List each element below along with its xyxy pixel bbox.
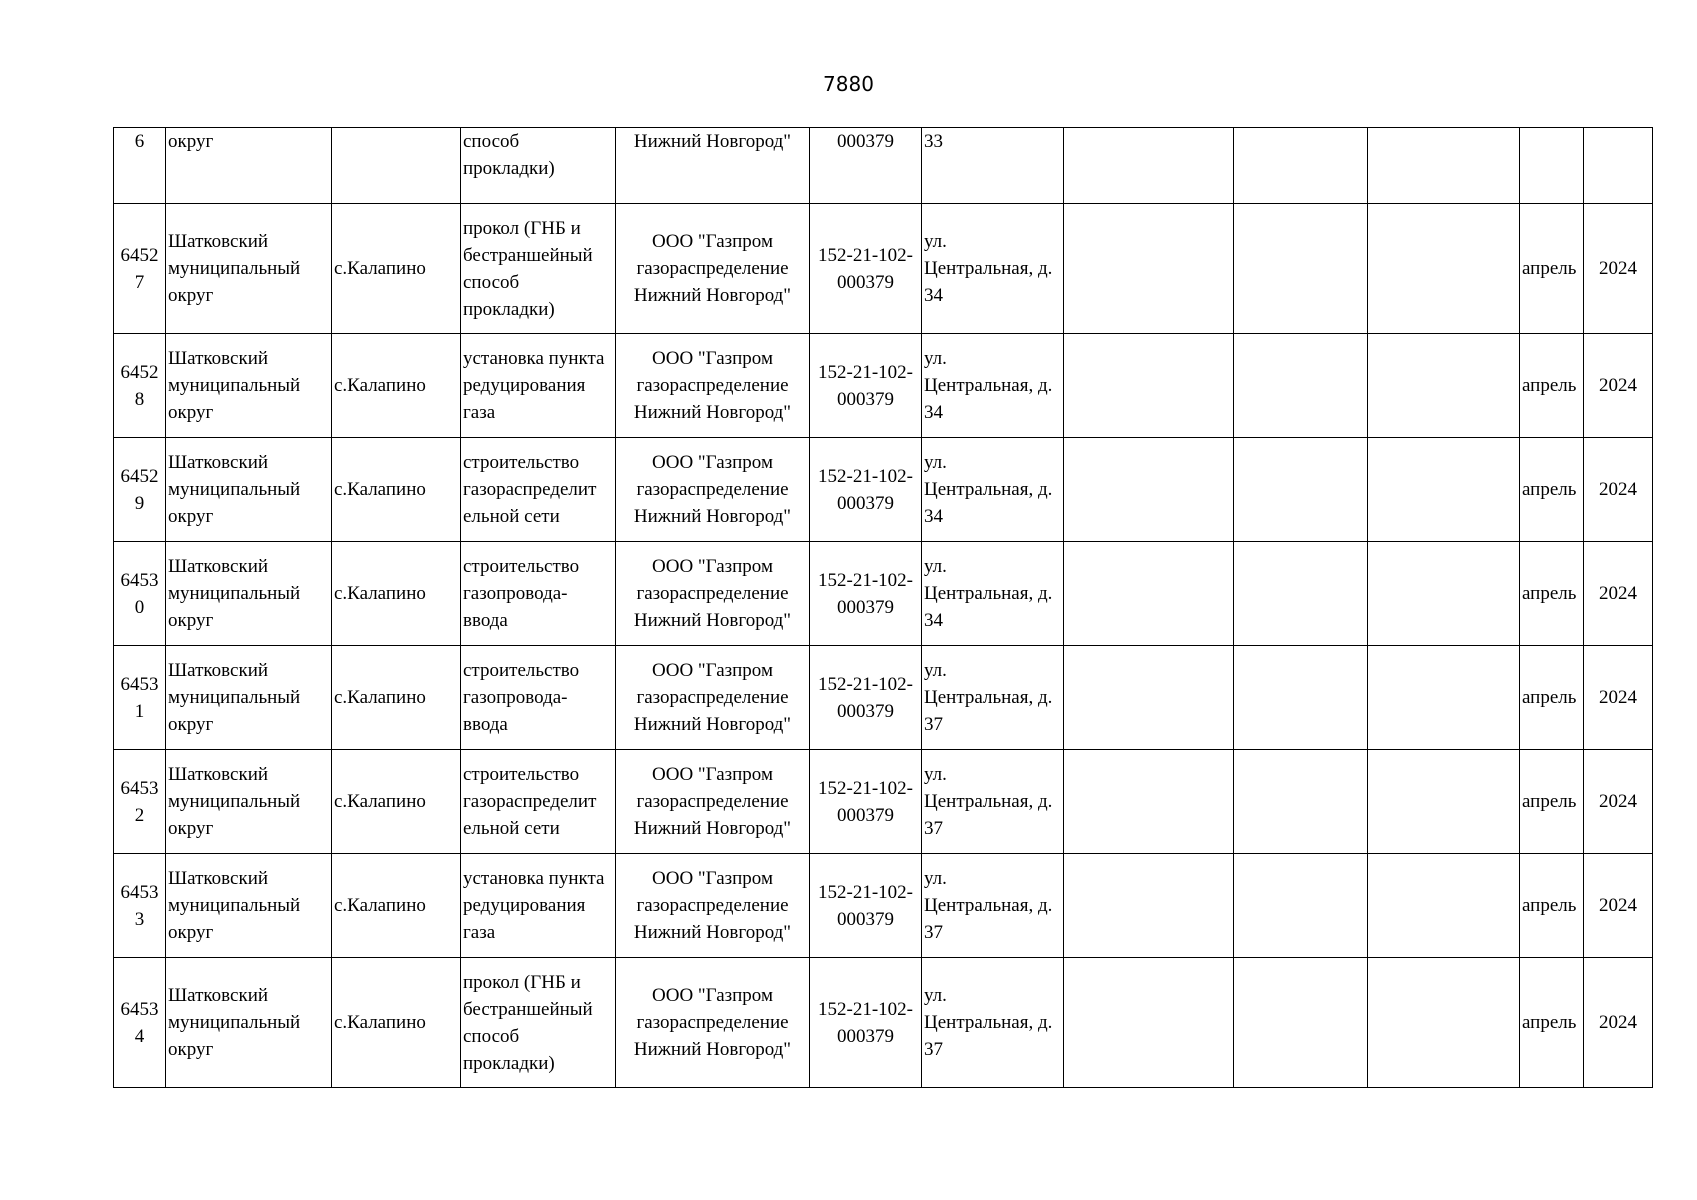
empty-cell (1064, 438, 1234, 542)
empty-cell (1234, 750, 1368, 854)
locality-cell: с.Калапино (332, 854, 461, 958)
row-number-cell: 6453 2 (114, 750, 166, 854)
locality-cell (332, 128, 461, 204)
district-cell: округ (166, 128, 332, 204)
district-cell: Шатковский муниципальный округ (166, 646, 332, 750)
address-cell: ул. Центральная, д. 34 (922, 204, 1064, 334)
month-cell: апрель (1520, 958, 1584, 1088)
registry-code-cell: 152-21-102- 000379 (810, 204, 922, 334)
address-cell: ул. Центральная, д. 34 (922, 334, 1064, 438)
registry-code-cell: 152-21-102- 000379 (810, 334, 922, 438)
locality-cell: с.Калапино (332, 750, 461, 854)
empty-cell (1368, 646, 1520, 750)
month-cell: апрель (1520, 854, 1584, 958)
registry-code-cell: 152-21-102- 000379 (810, 750, 922, 854)
district-cell: Шатковский муниципальный округ (166, 204, 332, 334)
work-type-cell: строительство газопровода- ввода (461, 646, 616, 750)
empty-cell (1234, 204, 1368, 334)
month-cell: апрель (1520, 750, 1584, 854)
address-cell: ул. Центральная, д. 34 (922, 438, 1064, 542)
empty-cell (1064, 542, 1234, 646)
locality-cell: с.Калапино (332, 958, 461, 1088)
registry-table-body (114, 128, 1653, 1088)
locality-cell: с.Калапино (332, 542, 461, 646)
empty-cell (1368, 854, 1520, 958)
registry-code-cell: 152-21-102- 000379 (810, 542, 922, 646)
row-number-cell: 6453 4 (114, 958, 166, 1088)
organization-cell: ООО "Газпром газораспределение Нижний Новгород" (616, 958, 810, 1088)
year-cell: 2024 (1584, 438, 1653, 542)
empty-cell (1064, 854, 1234, 958)
address-cell: ул. Центральная, д. 37 (922, 750, 1064, 854)
registry-code-cell: 000379 (810, 128, 922, 204)
table-row (114, 646, 1653, 750)
empty-cell (1368, 750, 1520, 854)
year-cell: 2024 (1584, 204, 1653, 334)
organization-cell: ООО "Газпром газораспределение Нижний Новгород" (616, 438, 810, 542)
work-type-cell: строительство газопровода- ввода (461, 542, 616, 646)
address-cell: ул. Центральная, д. 34 (922, 542, 1064, 646)
empty-cell (1234, 958, 1368, 1088)
table-row (114, 958, 1653, 1088)
work-type-cell: строительство газораспределит ельной сети (461, 438, 616, 542)
table-row (114, 854, 1653, 958)
organization-cell: ООО "Газпром газораспределение Нижний Новгород" (616, 334, 810, 438)
empty-cell (1368, 958, 1520, 1088)
district-cell: Шатковский муниципальный округ (166, 958, 332, 1088)
work-type-cell: установка пункта редуцирования газа (461, 854, 616, 958)
table-row (114, 128, 1653, 204)
locality-cell: с.Калапино (332, 438, 461, 542)
year-cell (1584, 128, 1653, 204)
organization-cell: ООО "Газпром газораспределение Нижний Новгород" (616, 750, 810, 854)
year-cell: 2024 (1584, 334, 1653, 438)
month-cell (1520, 128, 1584, 204)
month-cell: апрель (1520, 204, 1584, 334)
locality-cell: с.Калапино (332, 334, 461, 438)
locality-cell: с.Калапино (332, 204, 461, 334)
table-row (114, 750, 1653, 854)
month-cell: апрель (1520, 646, 1584, 750)
registry-table (113, 127, 1653, 1088)
row-number-cell: 6453 0 (114, 542, 166, 646)
table-row (114, 334, 1653, 438)
empty-cell (1234, 854, 1368, 958)
organization-cell: ООО "Газпром газораспределение Нижний Новгород" (616, 204, 810, 334)
district-cell: Шатковский муниципальный округ (166, 334, 332, 438)
table-row (114, 204, 1653, 334)
address-cell: 33 (922, 128, 1064, 204)
empty-cell (1064, 204, 1234, 334)
empty-cell (1064, 646, 1234, 750)
work-type-cell: прокол (ГНБ и бестраншейный способ прокладки) (461, 958, 616, 1088)
year-cell: 2024 (1584, 750, 1653, 854)
month-cell: апрель (1520, 438, 1584, 542)
month-cell: апрель (1520, 542, 1584, 646)
registry-code-cell: 152-21-102- 000379 (810, 958, 922, 1088)
organization-cell: ООО "Газпром газораспределение Нижний Новгород" (616, 542, 810, 646)
empty-cell (1234, 334, 1368, 438)
address-cell: ул. Центральная, д. 37 (922, 958, 1064, 1088)
organization-cell: Нижний Новгород" (616, 128, 810, 204)
address-cell: ул. Центральная, д. 37 (922, 854, 1064, 958)
empty-cell (1368, 438, 1520, 542)
district-cell: Шатковский муниципальный округ (166, 750, 332, 854)
empty-cell (1234, 128, 1368, 204)
locality-cell: с.Калапино (332, 646, 461, 750)
year-cell: 2024 (1584, 854, 1653, 958)
table-row (114, 542, 1653, 646)
work-type-cell: установка пункта редуцирования газа (461, 334, 616, 438)
page-number: 7880 (823, 72, 874, 96)
empty-cell (1368, 128, 1520, 204)
table-row (114, 438, 1653, 542)
row-number-cell: 6452 9 (114, 438, 166, 542)
registry-code-cell: 152-21-102- 000379 (810, 438, 922, 542)
year-cell: 2024 (1584, 542, 1653, 646)
empty-cell (1368, 542, 1520, 646)
empty-cell (1234, 646, 1368, 750)
district-cell: Шатковский муниципальный округ (166, 542, 332, 646)
month-cell: апрель (1520, 334, 1584, 438)
year-cell: 2024 (1584, 958, 1653, 1088)
registry-code-cell: 152-21-102- 000379 (810, 646, 922, 750)
row-number-cell: 6453 3 (114, 854, 166, 958)
registry-code-cell: 152-21-102- 000379 (810, 854, 922, 958)
work-type-cell: прокол (ГНБ и бестраншейный способ прокладки) (461, 204, 616, 334)
empty-cell (1064, 334, 1234, 438)
empty-cell (1234, 438, 1368, 542)
district-cell: Шатковский муниципальный округ (166, 854, 332, 958)
row-number-cell: 6 (114, 128, 166, 204)
organization-cell: ООО "Газпром газораспределение Нижний Новгород" (616, 854, 810, 958)
year-cell: 2024 (1584, 646, 1653, 750)
organization-cell: ООО "Газпром газораспределение Нижний Новгород" (616, 646, 810, 750)
address-cell: ул. Центральная, д. 37 (922, 646, 1064, 750)
empty-cell (1064, 128, 1234, 204)
work-type-cell: строительство газораспределит ельной сети (461, 750, 616, 854)
work-type-cell: способ прокладки) (461, 128, 616, 204)
district-cell: Шатковский муниципальный округ (166, 438, 332, 542)
empty-cell (1368, 334, 1520, 438)
row-number-cell: 6453 1 (114, 646, 166, 750)
row-number-cell: 6452 7 (114, 204, 166, 334)
empty-cell (1064, 958, 1234, 1088)
empty-cell (1234, 542, 1368, 646)
empty-cell (1368, 204, 1520, 334)
row-number-cell: 6452 8 (114, 334, 166, 438)
empty-cell (1064, 750, 1234, 854)
